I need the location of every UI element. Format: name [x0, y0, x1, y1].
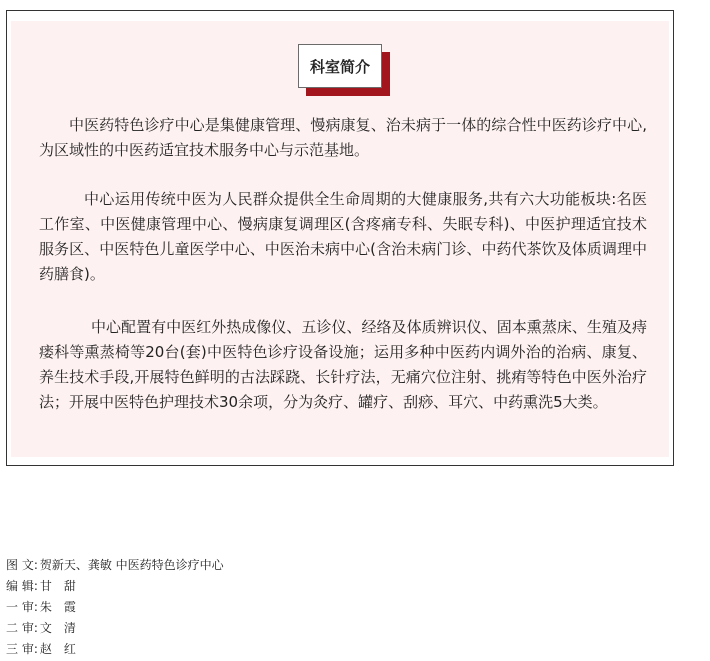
credit-value: 赵 红 — [39, 642, 76, 656]
credit-label: 二 审: — [6, 621, 38, 635]
credit-photo-text — [6, 555, 224, 576]
section-title: 科室简介 — [298, 44, 382, 88]
intro-frame — [6, 10, 674, 466]
credits-list — [6, 555, 224, 660]
intro-panel — [11, 21, 669, 457]
credit-label: 三 审: — [6, 642, 38, 656]
credit-editor — [6, 576, 224, 597]
section-title-badge — [298, 44, 390, 96]
credit-second-review — [6, 618, 224, 639]
credit-first-review — [6, 597, 224, 618]
intro-paragraph-3: 中心配置有中医红外热成像仪、五诊仪、经络及体质辨识仪、固本熏蒸床、生殖及痔瘘科等熏蒸椅等20台(套)中医特色诊疗设备设施；运用多种中医药内调外治的治病、康复、养生技术手段,开展特色鲜明的古法踩跷、长针疗法，无痛穴位注射、挑痏等特色中医外治疗法；开展中医特色护理技术30余项，分为灸疗、罐疗、刮痧、耳穴、中药熏洗5大类。 — [39, 318, 647, 411]
credit-value: 贺新天、龚敏 中医药特色诊疗中心 — [39, 558, 224, 572]
credit-value: 文 清 — [39, 621, 76, 635]
credit-label: 一 审: — [6, 600, 38, 614]
credit-third-review — [6, 639, 224, 660]
intro-paragraph-2: 中心运用传统中医为人民群众提供全生命周期的大健康服务,共有六大功能板块:名医工作室、中医健康管理中心、慢病康复调理区(含疼痛专科、失眠专科)、中医护理适宜技术服务区、中医特色儿童医学中心、中医治未病中心(含治未病门诊、中药代茶饮及体质调理中药膳食)。 — [39, 190, 647, 283]
credit-value: 甘 甜 — [39, 579, 76, 593]
credit-label: 编 辑: — [6, 579, 38, 593]
credit-value: 朱 霞 — [39, 600, 76, 614]
credit-label: 图 文: — [6, 558, 38, 572]
intro-paragraph-1: 中医药特色诊疗中心是集健康管理、慢病康复、治未病于一体的综合性中医药诊疗中心,为区域性的中医药适宜技术服务中心与示范基地。 — [39, 116, 647, 159]
